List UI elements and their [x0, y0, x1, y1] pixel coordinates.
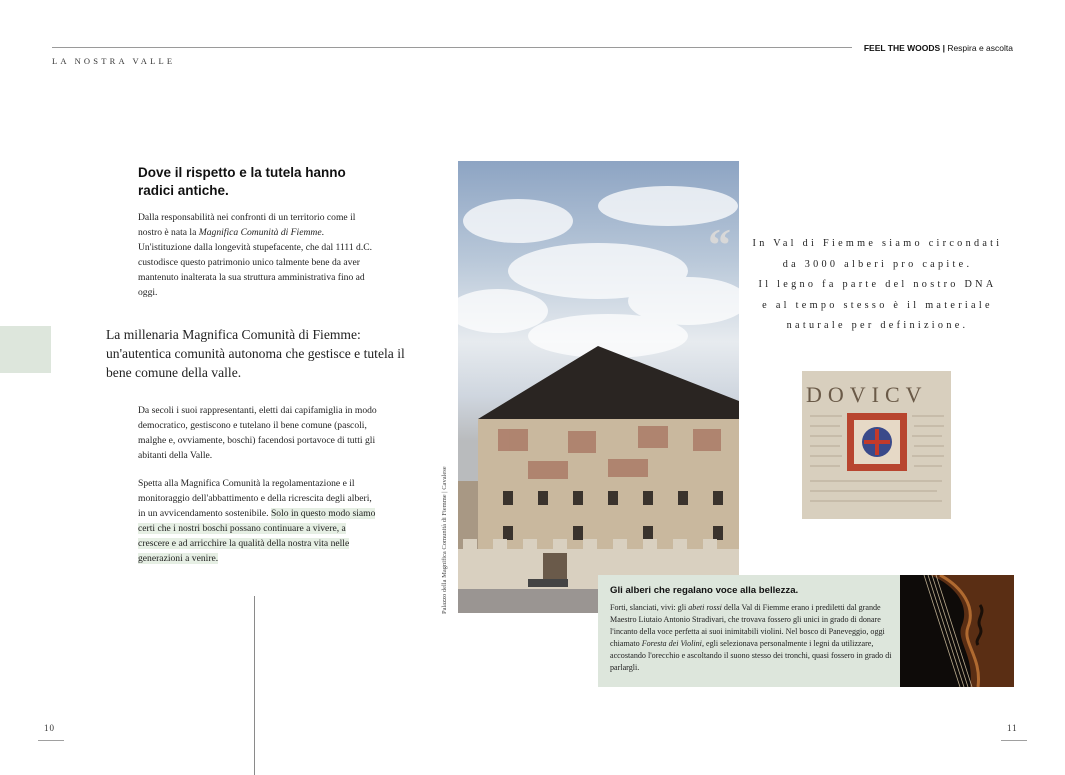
palazzo-illustration [458, 161, 739, 613]
vertical-divider [254, 596, 255, 775]
article-heading: Dove il rispetto e la tutela hanno radici antiche. [138, 165, 346, 198]
section-title: LA NOSTRA VALLE [52, 56, 176, 66]
box-text: Forti, slanciati, vivi: gli abeti rossi della Val di Fiemme erano i prediletti dal grande Maestro Liutaio Antonio Stradivari, che trovava fossero gli unici in grado di donare l'incanto della voce perfetta ai suoi inimitabili violini. Nel bosco di Paneveggio, oggi chiamato Foresta dei Violini, egli selezionava personalmente i legni da utilizzare, accostando l'orecchio e ascoltando il suono stesso dei tronchi, quasi fossero in grado di parlargli. [610, 603, 892, 673]
page-number-rule-right [1001, 740, 1027, 741]
brand-name: FEEL THE WOODS | [863, 43, 945, 53]
pull-quote [750, 234, 1005, 337]
quote-line: e al tempo stesso è il materiale [762, 299, 993, 311]
violin-photo [900, 575, 1014, 687]
green-accent-block [0, 326, 51, 373]
quote-line: da 3000 alberi pro capite. [782, 258, 973, 270]
lead-statement: La millenaria Magnifica Comunità di Fiemme: un'autentica comunità autonoma che gestisce e tutela il bene comune della valle. [106, 327, 405, 380]
historic-document-image [802, 371, 951, 519]
quote-line: In Val di Fiemme siamo circondati [752, 238, 1003, 249]
box-title: Gli alberi che regalano voce alla bellezza. [610, 585, 799, 596]
body-paragraph-regulation: Spetta alla Magnifica Comunità la regolamentazione e il monitoraggio dell'abbattimento e della ricrescita degli alberi, in un avvicendamento sostenibile. Solo in questo modo siamo certi che i nostri boschi possano continuare a vivere, a crescere e ad arricchire la qualità della nostra vita nelle generazioni a venire. [138, 478, 376, 564]
page-number-left: 10 [44, 723, 55, 733]
palazzo-photo [458, 161, 739, 613]
header-rule [52, 47, 852, 48]
quote-line: naturale per definizione. [786, 320, 969, 331]
quote-mark-icon: “ [708, 219, 731, 270]
photo-caption: Palazzo della Magnifica Comunità di Fiemme | Cavalese [441, 466, 448, 614]
intro-paragraph: Dalla responsabilità nei confronti di un territorio come il nostro è nata la Magnifica Comunità di Fiemme. Un'istituzione dalla longevità stupefacente, che dal 1111 d.C. custodisce questo patrimonio unico talmente bene da aver mantenuto inalterata la sua struttura amministrativa fino ad oggi. [138, 212, 373, 298]
magazine-brand [864, 43, 1013, 53]
manuscript-illustration [802, 371, 951, 519]
violin-illustration [900, 575, 1014, 687]
page-number-right: 11 [1007, 723, 1018, 733]
page-number-rule-left [38, 740, 64, 741]
quote-line: Il legno fa parte del nostro DNA [758, 279, 997, 290]
brand-tagline: Respira e ascolta [944, 43, 1013, 53]
highlighted-text: Solo in questo modo siamo certi che i nostri boschi possano continuare a vivere, a crescere e ad arricchire la qualità della nostra vita nelle generazioni a venire. [138, 508, 376, 564]
body-paragraph-representatives: Da secoli i suoi rappresentanti, eletti dai capifamiglia in modo democratico, gestiscono e tutelano il bene comune (pascoli, malghe e, ovviamente, boschi) facendosi portavoce di tutti gli abitanti della Valle. [138, 405, 377, 461]
document-lettering: DOVICV [806, 382, 928, 407]
